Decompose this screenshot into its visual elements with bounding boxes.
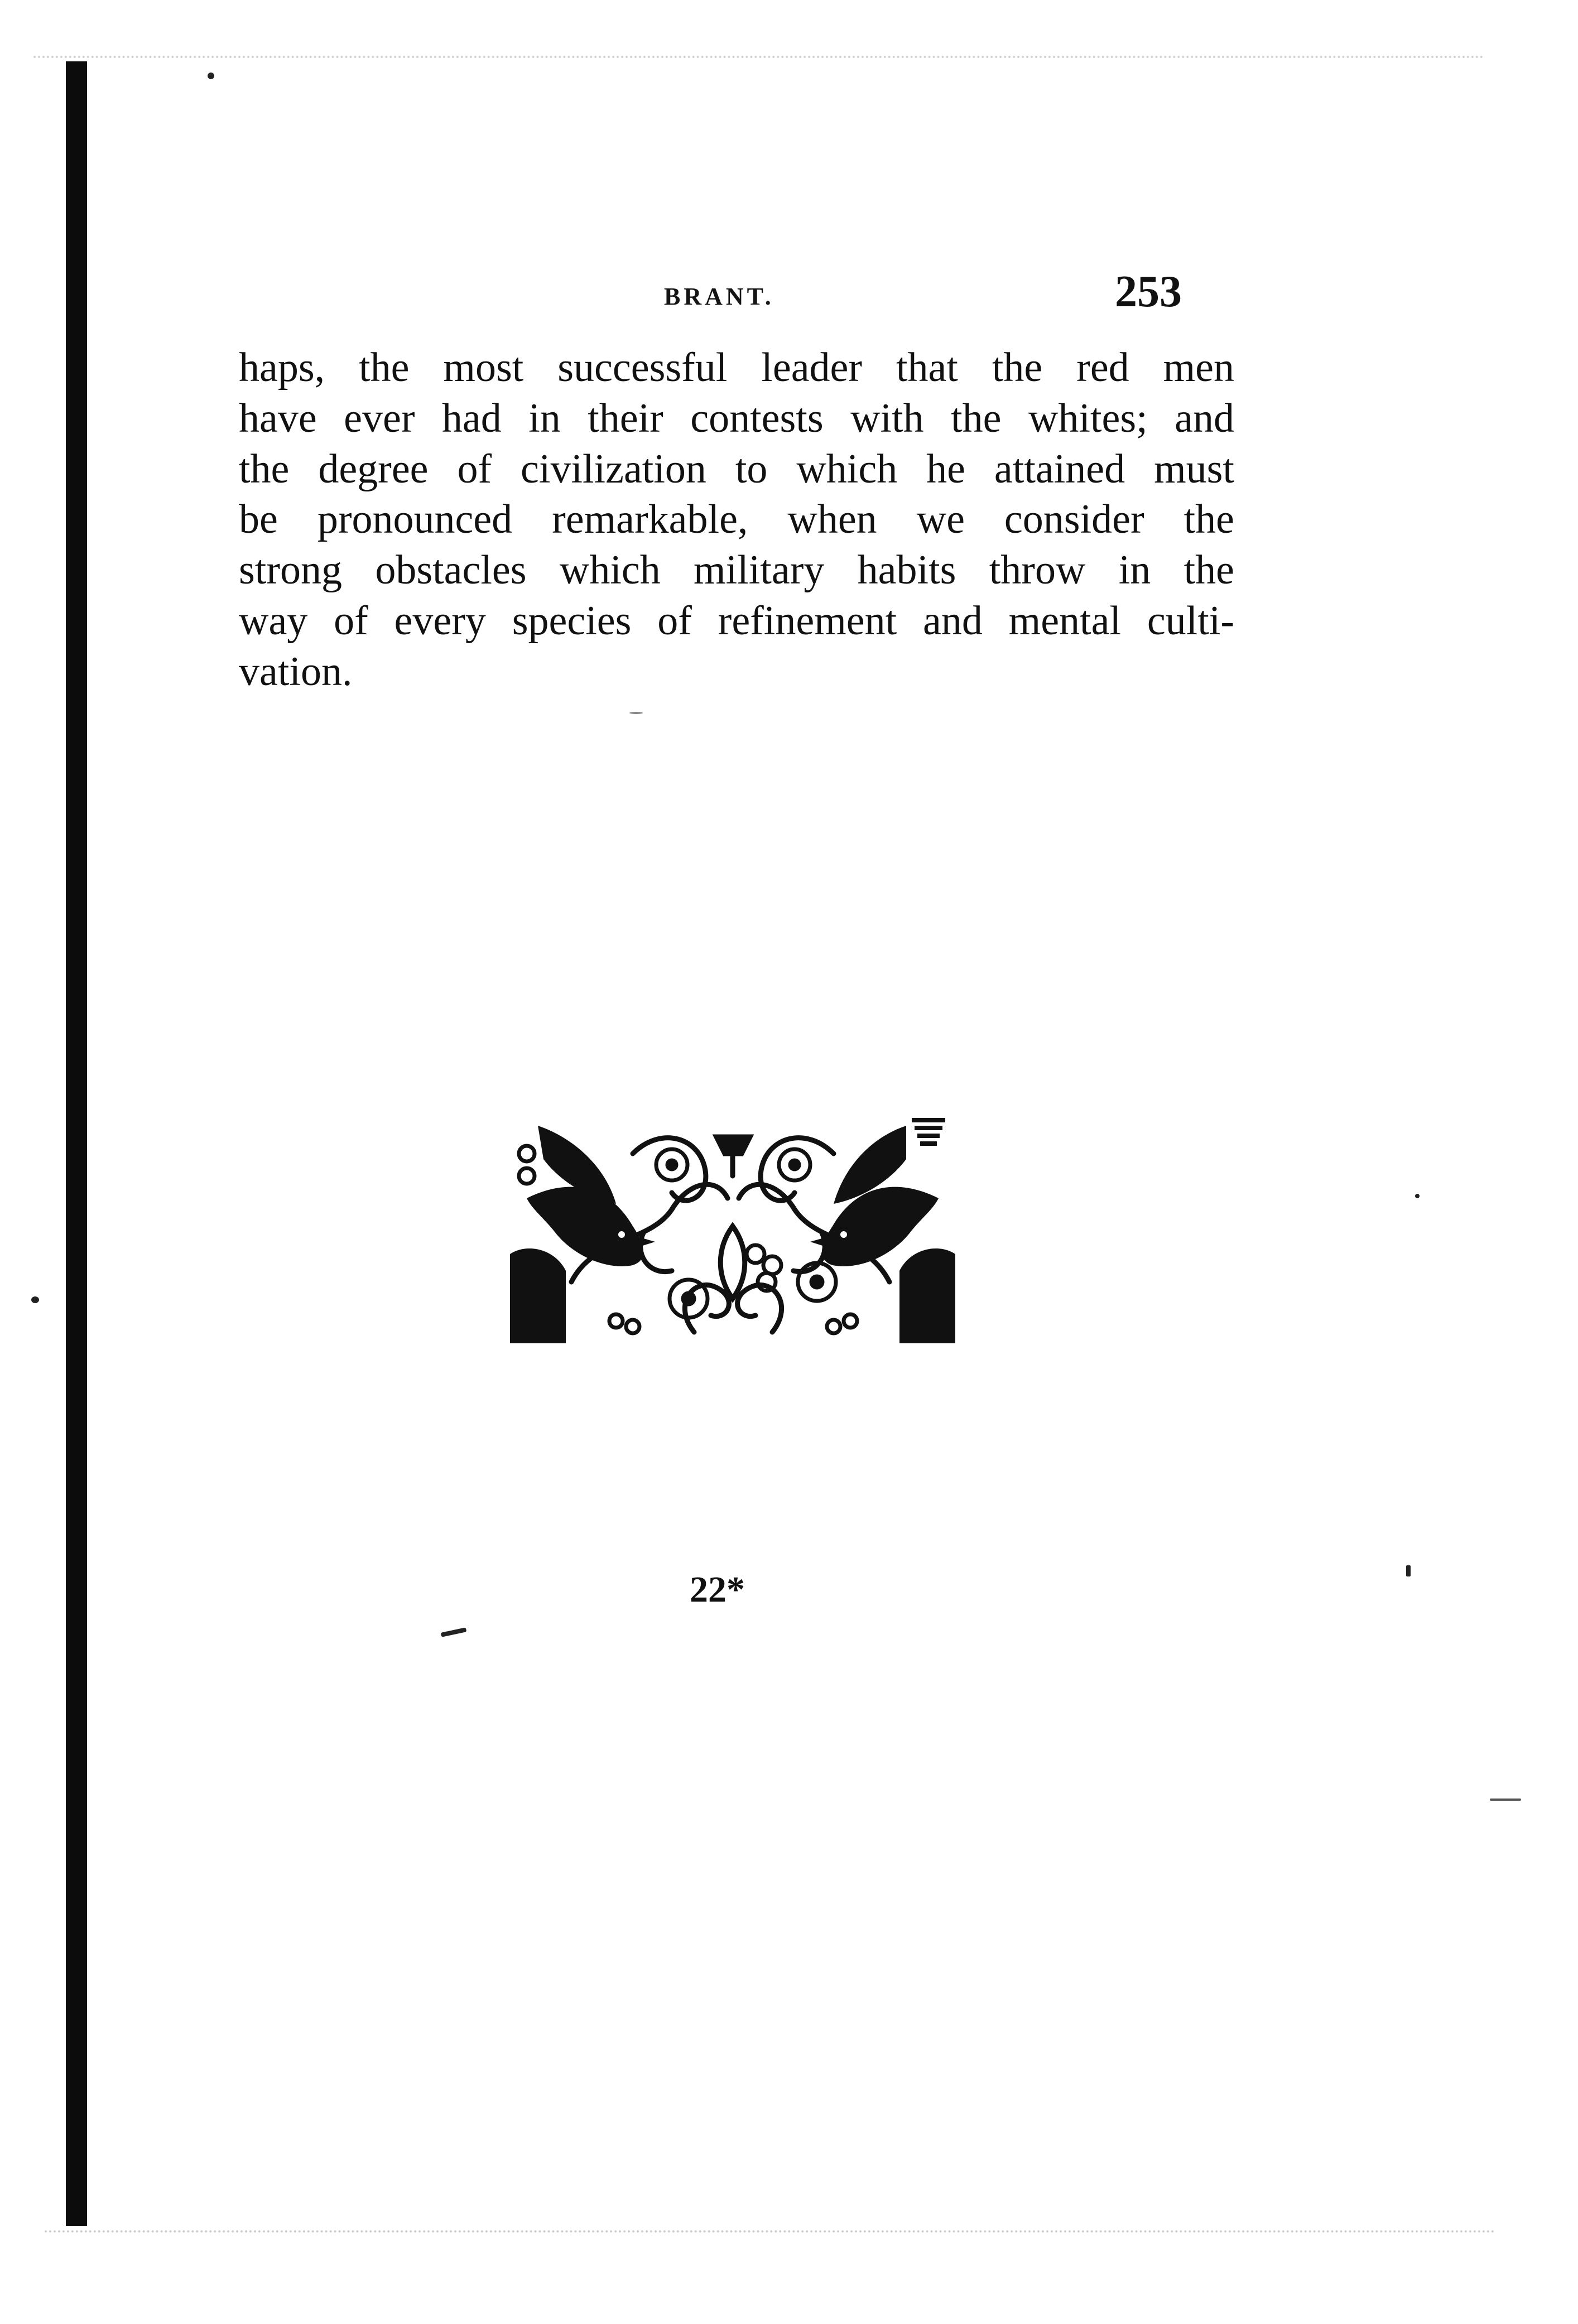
signature-mark: 22* bbox=[690, 1569, 745, 1610]
scan-speck bbox=[208, 73, 214, 79]
page-number: 253 bbox=[1115, 267, 1182, 316]
body-paragraph bbox=[239, 343, 1234, 697]
text-line: the degree of civilization to which he attained must bbox=[239, 446, 1234, 492]
scan-speck bbox=[629, 712, 643, 714]
text-line: have ever had in their contests with the whites; and bbox=[239, 395, 1234, 441]
text-line: haps, the most successful leader that the red men bbox=[239, 345, 1234, 390]
running-header bbox=[0, 267, 1578, 316]
birds-and-foliage-woodcut-ornament bbox=[504, 1115, 961, 1348]
text-line: vation. bbox=[239, 648, 353, 695]
scan-speck bbox=[441, 1627, 467, 1637]
scan-speck bbox=[1415, 1194, 1420, 1198]
running-title: BRANT. bbox=[664, 283, 774, 310]
scan-top-edge bbox=[33, 56, 1484, 58]
text-line: strong obstacles which military habits throw in the bbox=[239, 547, 1234, 594]
text-line: way of every species of refinement and mental culti- bbox=[239, 597, 1234, 644]
text-line: be pronounced remarkable, when we consider the bbox=[239, 496, 1234, 543]
scan-speck bbox=[1490, 1799, 1521, 1801]
scan-bottom-edge bbox=[45, 2230, 1495, 2233]
scan-speck bbox=[1406, 1565, 1411, 1576]
page-edge-bar bbox=[66, 61, 87, 2226]
scan-speck bbox=[31, 1296, 39, 1303]
